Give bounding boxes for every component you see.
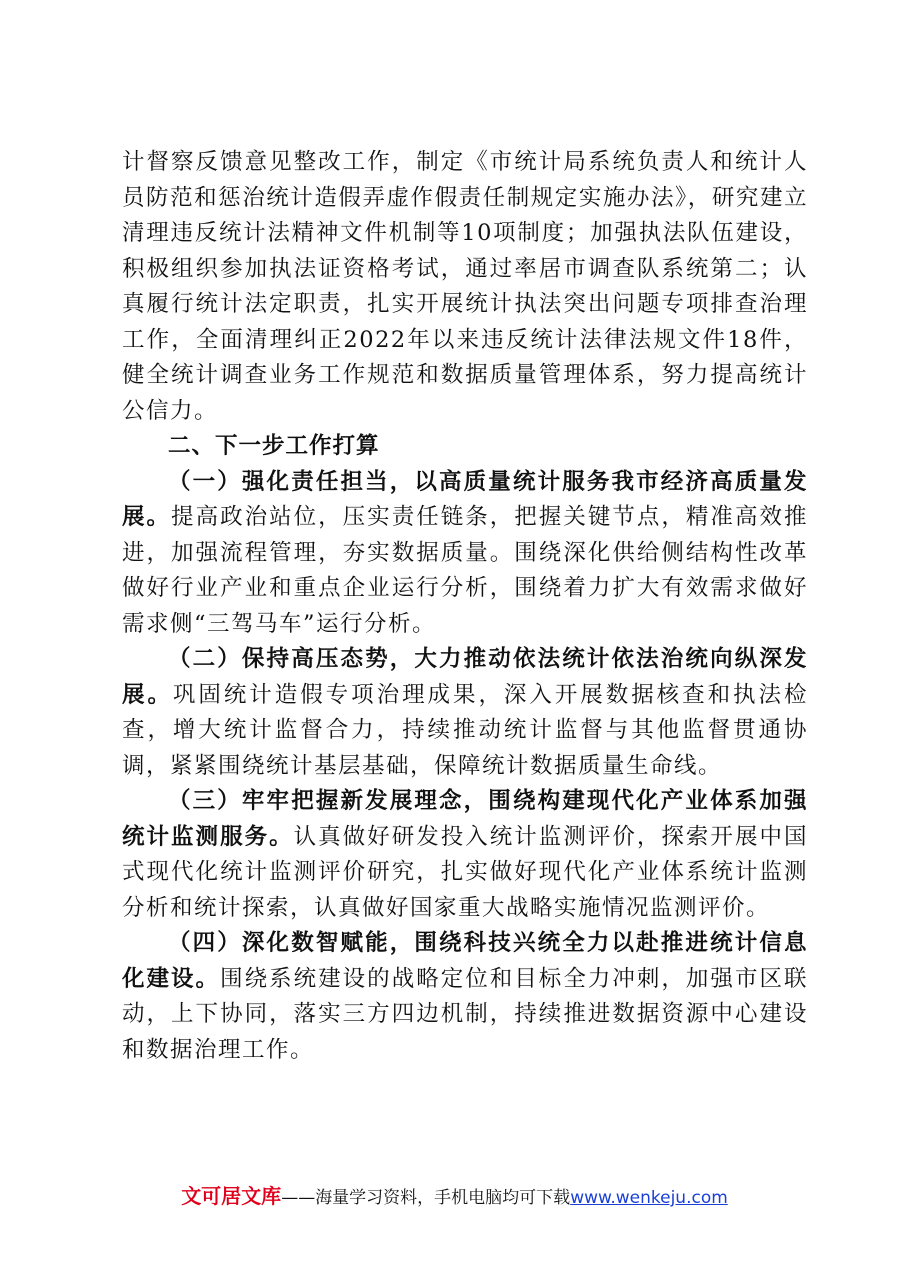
intro-paragraph: 计督察反馈意见整改工作，制定《市统计局系统负责人和统计人员防范和惩治统计造假弄虚作假责任制规定实施办法》，研究建立清理违反统计法精神文件机制等10项制度；加强执法队伍建设，积极组织参加执法证资格考试，通过率居市调查队系统第二；认真履行统计法定职责，扎实开展统计执法突出问题专项排查治理工作，全面清理纠正2022年以来违反统计法律法规文件18件，健全统计调查业务工作规范和数据质量管理体系，努力提高统计公信力。 [122,149,808,424]
item-paragraph-4 [122,926,808,1068]
item-lead-3: （三）牢牢把握新发展理念，围绕构建现代化产业体系加强统计监测服务。 [122,788,808,850]
footer-banner [0,1183,909,1211]
footer-slogan: ——海量学习资料，手机电脑均可下载 [281,1188,571,1208]
item-lead-2: （二）保持高压态势，大力推动依法统计依法治统向纵深发展。 [122,646,808,708]
item-body-3: 认真做好研发投入统计监测评价，探索开展中国式现代化统计监测评价研究，扎实做好现代化产业体系统计监测分析和统计探索，认真做好国家重大战略实施情况监测评价。 [122,823,808,921]
item-body-4: 围绕系统建设的战略定位和目标全力冲刺，加强市区联动，上下协同，落实三方四边机制，持续推进数据资源中心建设和数据治理工作。 [122,965,808,1063]
item-lead-4: （四）深化数智赋能，围绕科技兴统全力以赴推进统计信息化建设。 [122,930,808,992]
footer-brand: 文可居文库 [181,1184,282,1208]
item-paragraph-1 [122,465,808,643]
item-body-2: 巩固统计造假专项治理成果，深入开展数据核查和执法检查，增大统计监督合力，持续推动统计监督与其他监督贯通协调，紧紧围绕统计基层基础，保障统计数据质量生命线。 [122,681,808,779]
section-heading: 二、下一步工作打算 [168,433,380,459]
item-body-1: 提高政治站位，压实责任链条，把握关键节点，精准高效推进，加强流程管理，夯实数据质量。围绕深化供给侧结构性改革做好行业产业和重点企业运行分析，围绕着力扩大有效需求做好需求侧“三驾马车”运行分析。 [122,504,808,637]
item-paragraph-2 [122,642,808,784]
item-paragraph-3 [122,784,808,926]
document-body [122,145,808,1068]
item-lead-1: （一）强化责任担当，以高质量统计服务我市经济高质量发展。 [122,468,808,530]
footer-site-link[interactable]: www.wenkeju.com [570,1188,728,1208]
